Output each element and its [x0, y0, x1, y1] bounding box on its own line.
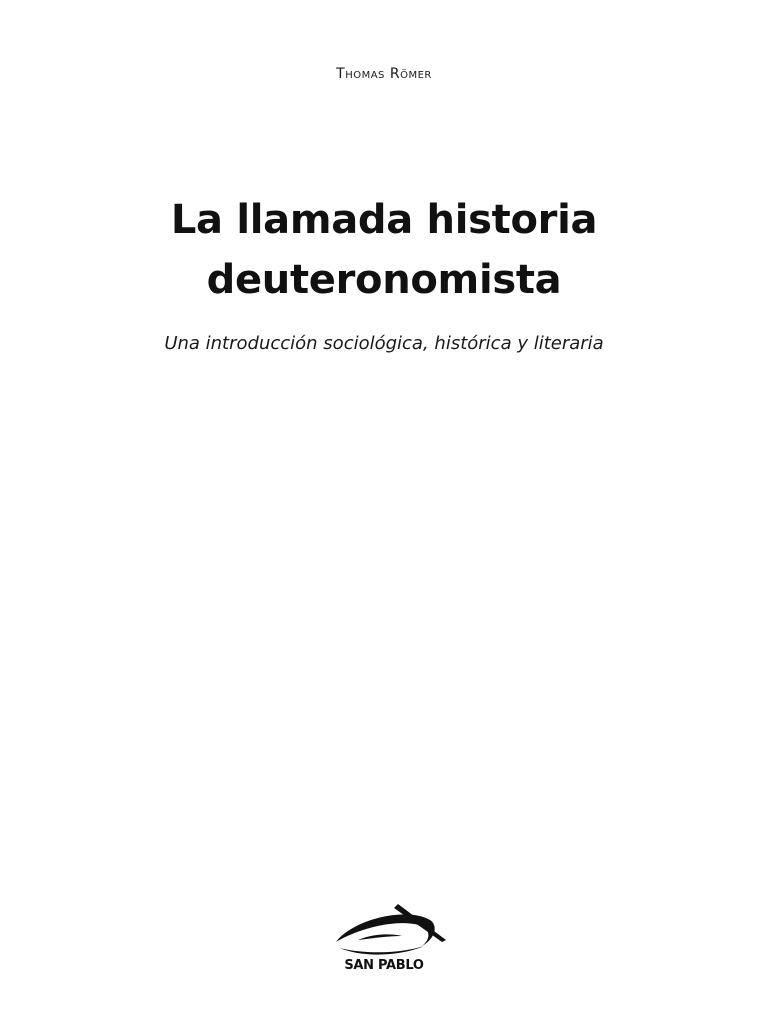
- book-title-line-2: deuteronomista: [206, 257, 562, 303]
- publisher-name: SAN PABLO: [344, 958, 424, 973]
- book-title: [0, 190, 768, 310]
- san-pablo-logo-icon: [328, 900, 452, 962]
- book-title-line-1: La llamada historia: [170, 197, 598, 243]
- author-name: Thomas Römer: [336, 66, 432, 82]
- book-subtitle: Una introducción sociológica, histórica y literaria: [164, 333, 604, 354]
